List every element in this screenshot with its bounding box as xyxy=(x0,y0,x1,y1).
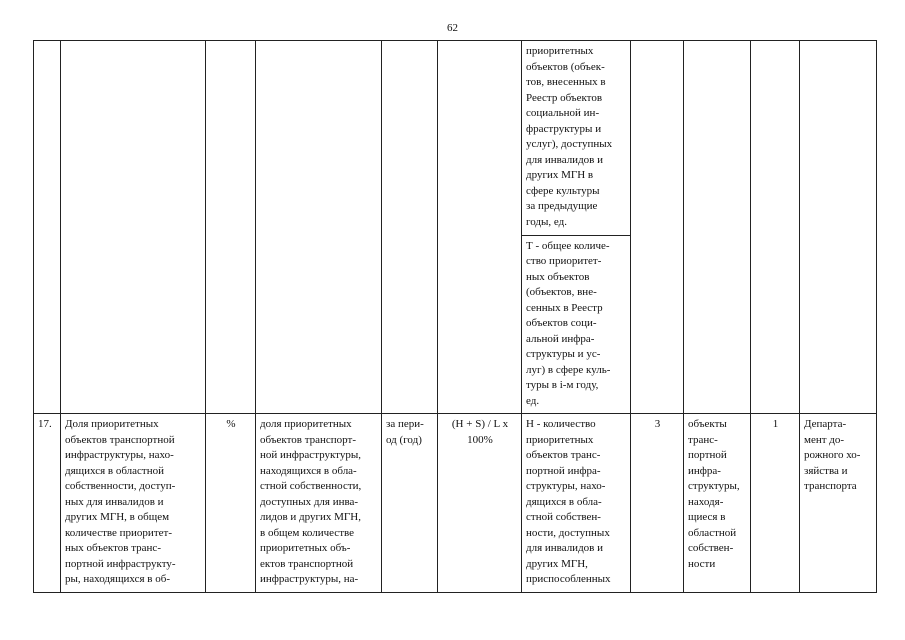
cell-period-code: 1 xyxy=(751,414,800,593)
cell-period: за пери- од (год) xyxy=(382,414,438,593)
cell-components: Т - общее количе- ство приоритет- ных объектов (объектов, вне- сенных в Реестр объектов соци- альной инфра- структуры и ус- луг) в сфере куль- туры в i-м году, ед. xyxy=(522,235,631,414)
cell-population xyxy=(684,41,751,414)
cell-responsible xyxy=(800,41,877,414)
cell-definition xyxy=(256,41,382,414)
table-row xyxy=(34,41,877,236)
cell-period-code xyxy=(751,41,800,414)
cell-components: приоритетных объектов (объек- тов, внесенных в Реестр объектов социальной ин- фраструктуры и услуг), доступных для инвалидов и других МГН в сфере культуры за предыдущие годы, ед. xyxy=(522,41,631,236)
cell-method xyxy=(631,41,684,414)
cell-number xyxy=(34,41,61,414)
cell-period xyxy=(382,41,438,414)
cell-unit: % xyxy=(206,414,256,593)
cell-number: 17. xyxy=(34,414,61,593)
cell-responsible: Департа- мент до- рожного хо- зяйства и транспорта xyxy=(800,414,877,593)
cell-formula xyxy=(438,41,522,414)
cell-method: 3 xyxy=(631,414,684,593)
cell-population: объекты транс- портной инфра- структуры, находя- щиеся в областной собствен- ности xyxy=(684,414,751,593)
cell-unit xyxy=(206,41,256,414)
indicator-table xyxy=(33,40,877,593)
cell-formula: (H + S) / L x 100% xyxy=(438,414,522,593)
cell-components: H - количество приоритетных объектов транс- портной инфра- структуры, нахо- дящихся в обла- стной собствен- ности, доступных для инвалидов и других МГН, приспособленных xyxy=(522,414,631,593)
cell-name xyxy=(61,41,206,414)
table-row xyxy=(34,414,877,593)
cell-definition: доля приоритетных объектов транспорт- ной инфраструктуры, находящихся в обла- стной собственности, доступных для инва- лидов и других МГН, в общем количестве приоритетных объ- ектов транспортной инфраструктуры, на- xyxy=(256,414,382,593)
cell-name: Доля приоритетных объектов транспортной инфраструктуры, нахо- дящихся в областной собственности, доступ- ных для инвалидов и других МГН, в общем количестве приоритет- ных объектов транс- портной инфраструкту- ры, находящихся в об- xyxy=(61,414,206,593)
page-number: 62 xyxy=(447,22,458,34)
